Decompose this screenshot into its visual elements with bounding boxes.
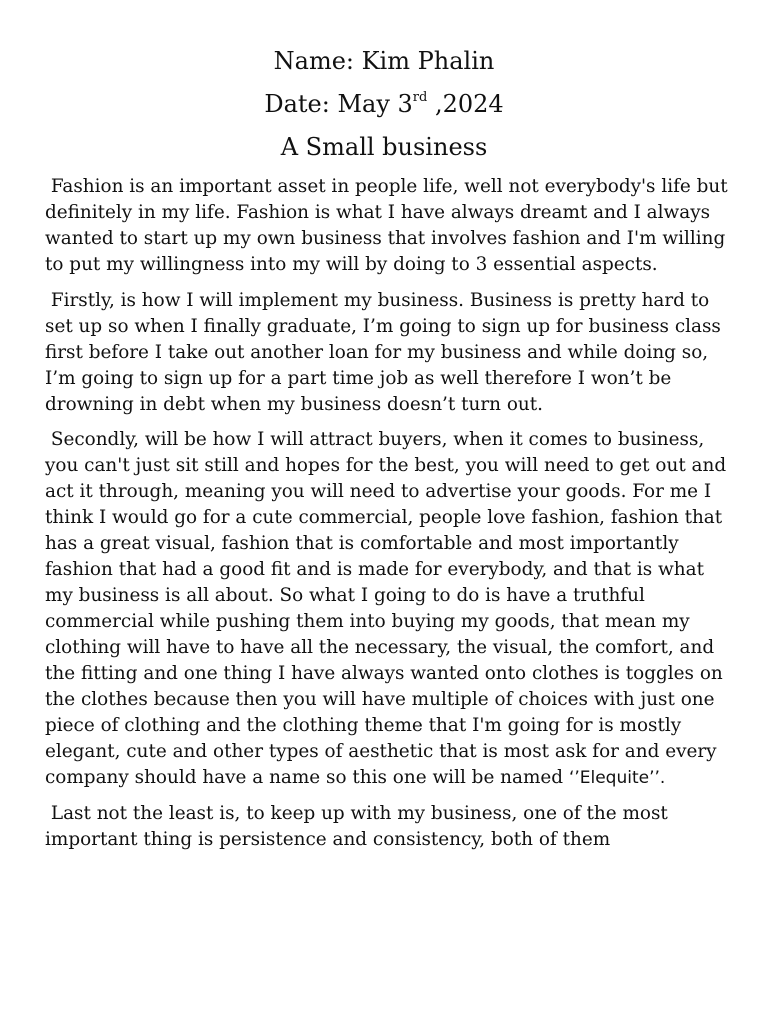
paragraph-last: Last not the least is, to keep up with my business, one of the most important thing is persistence and consistency, both of them <box>45 802 674 850</box>
author-name: Name: Kim Phalin <box>273 47 495 75</box>
paragraph-firstly: Firstly, is how I will implement my business. Business is pretty hard to set up so when I finally graduate, I’m going to sign up for business class first before I take out another loan for my business and while doing so, I’m going to sign up for a part time job as well therefore I won’t be drowning in debt when my business doesn’t turn out. <box>45 289 727 415</box>
date-ordinal-suffix: rd <box>412 90 428 105</box>
document-header <box>0 0 768 169</box>
date-year: ,2024 <box>427 90 504 118</box>
paragraph-intro: Fashion is an important asset in people life, well not everybody's life but definitely in my life. Fashion is what I have always dreamt and I always wanted to start up my own business that involves fashion and I'm willing to put my willingness into my will by doing to 3 essential aspects. <box>45 176 734 275</box>
brand-name: ‘’Elequite’’. <box>568 768 666 788</box>
paragraph-secondly-text: Secondly, will be how I will attract buyers, when it comes to business, you can't just sit still and hopes for the best, you will need to get out and act it through, meaning you will need to advertise your goods. For me I think I would go for a cute commercial, people love fashion, fashion that has a great visual, fashion that is comfortable and most importantly fashion that had a good fit and is made for everybody, and that is what my business is all about. So what I going to do is have a truthful commercial while pushing them into buying my goods, that mean my clothing will have to have all the necessary, the visual, the comfort, and the fitting and one thing I have always wanted onto clothes is toggles on the clothes because then you will have multiple of choices with just one piece of clothing and the clothing theme that I'm going for is mostly elegant, cute and other types of aesthetic that is most ask for and every company should have a name so this one will be named <box>45 429 732 788</box>
date-prefix: Date: May 3 <box>264 90 413 118</box>
paragraph-secondly <box>45 427 735 791</box>
document-title: A Small business <box>280 133 488 161</box>
document-body <box>45 174 735 862</box>
document-date <box>0 83 768 126</box>
